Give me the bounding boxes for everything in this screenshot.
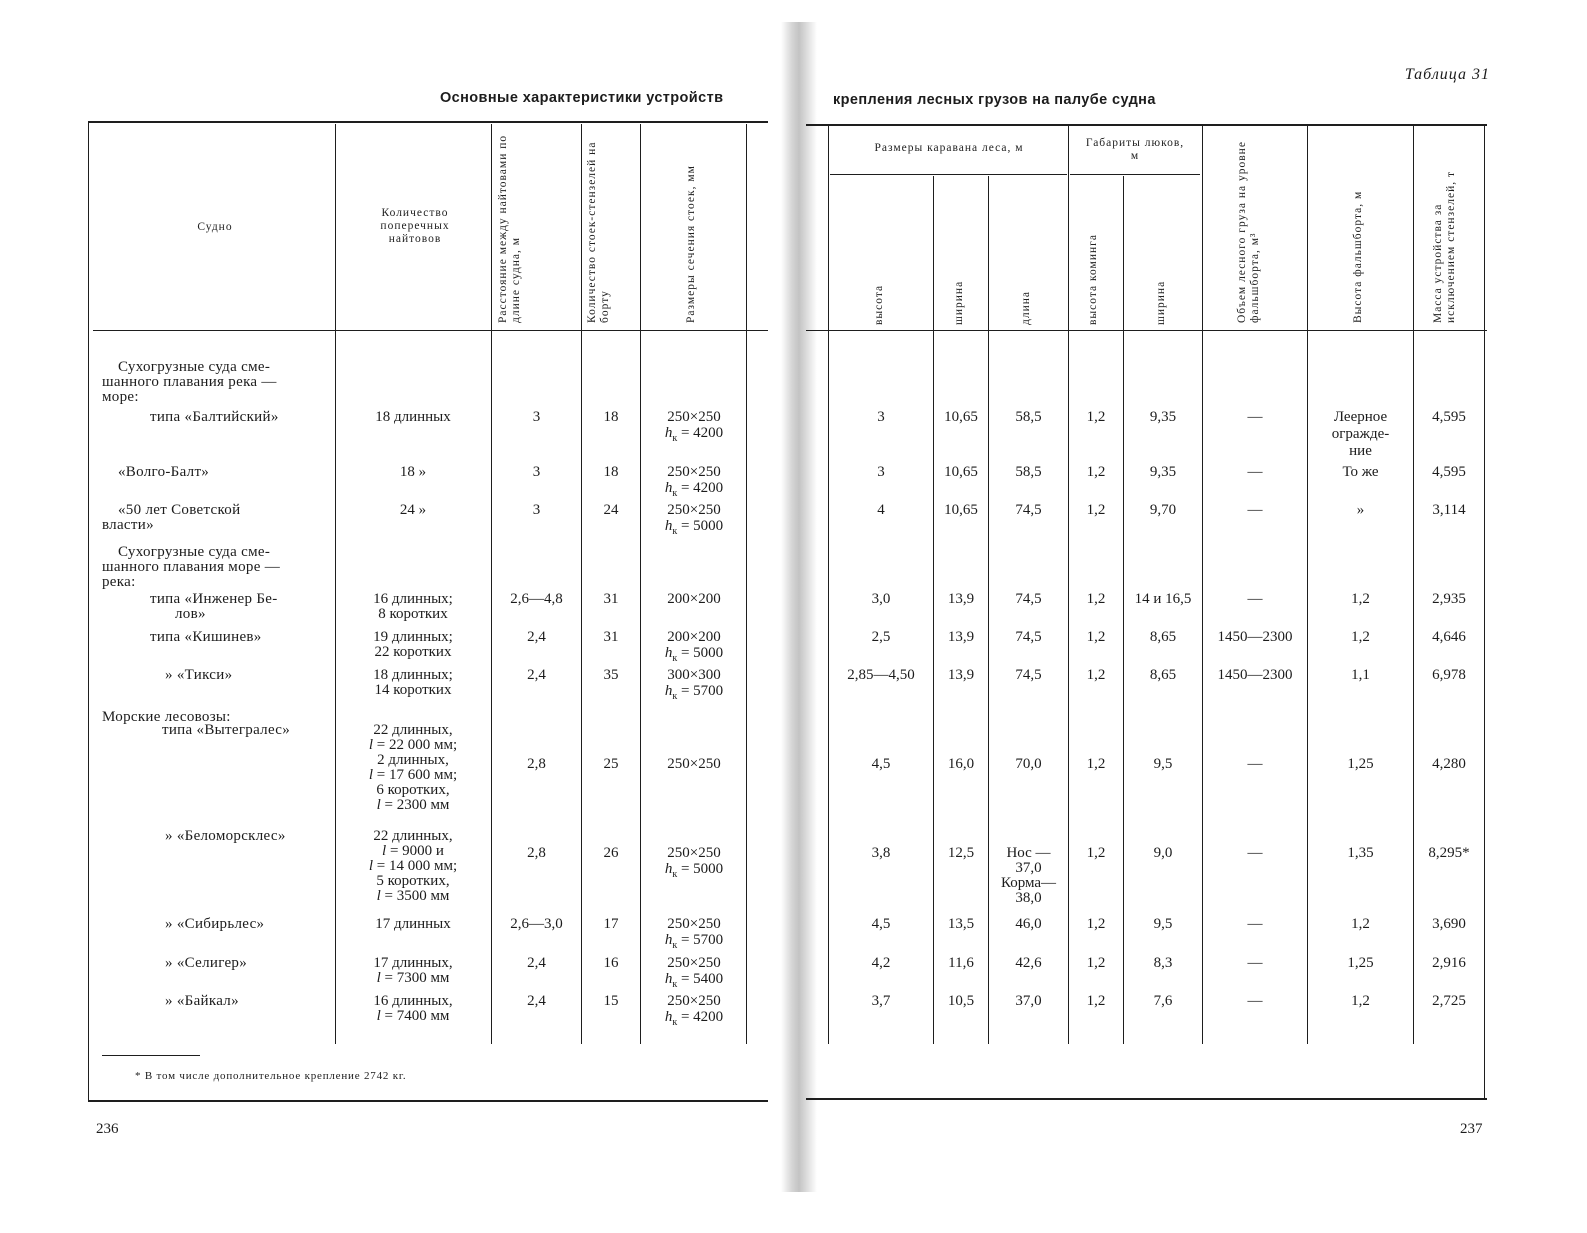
cargo-width-value: 13,5	[947, 916, 975, 932]
lashings-value: l = 22 000 мм;	[368, 737, 458, 753]
header-bottom-rule-left	[93, 330, 768, 331]
ship-name: типа «Балтийский»	[150, 409, 279, 425]
mass-value: 4,280	[1432, 756, 1466, 772]
col-header-cargo-group: Размеры каравана леса, м	[874, 142, 1024, 154]
stanchion-section-value: 250×250	[667, 993, 721, 1009]
group-heading: море:	[102, 389, 139, 405]
lashings-value: 18 длинных;	[373, 667, 453, 683]
col-header-mass: Масса устройства за исключением стензелей, т	[1432, 171, 1457, 323]
volume-value: 1450—2300	[1217, 629, 1293, 645]
stanchion-section-value: 250×250	[667, 756, 721, 772]
volume-value: —	[1247, 756, 1263, 772]
lashings-value: 5 коротких,	[376, 873, 450, 889]
mass-value: 3,690	[1432, 916, 1466, 932]
stanchion-section-value: $h_к = 4200$	[664, 1009, 724, 1028]
col-header-bulwark-height: Высота фальшборта, м	[1352, 190, 1364, 323]
table-bottom-rule-left	[88, 1100, 768, 1102]
header-bottom-rule-right	[806, 330, 1487, 331]
mass-value: 4,595	[1432, 464, 1466, 480]
cargo-length-value: 74,5	[1015, 629, 1042, 645]
stanchion-section-value: 250×250	[667, 845, 721, 861]
ship-name: типа «Инженер Бе-	[150, 591, 278, 607]
coaming-height-value: 1,2	[1086, 591, 1106, 607]
col-header-spacing: Расстояние между найтовами по длине судна, м	[497, 134, 522, 323]
col-header-volume: Объем лесного груза на уровне фальшборта, м³	[1236, 141, 1261, 323]
lashings-value: 19 длинных;	[373, 629, 453, 645]
hatch-width-value: 9,0	[1153, 845, 1173, 861]
bulwark-height-value: »	[1356, 502, 1365, 518]
cargo-width-value: 12,5	[947, 845, 975, 861]
ship-name: » «Байкал»	[165, 993, 239, 1009]
col-divider	[581, 124, 582, 1044]
cargo-length-value: Корма—	[1000, 875, 1057, 891]
coaming-height-value: 1,2	[1086, 667, 1106, 683]
stanchion-section-value: $h_к = 5400$	[664, 971, 724, 990]
cargo-length-value: 37,0	[1015, 860, 1042, 876]
stanchion-section-value: 250×250	[667, 955, 721, 971]
stanchion-section-value: 250×250	[667, 916, 721, 932]
col-divider	[1068, 124, 1069, 1044]
bulwark-height-value: огражде-	[1331, 426, 1390, 442]
cargo-length-value: 37,0	[1015, 993, 1042, 1009]
ship-name: типа «Кишинев»	[150, 629, 262, 645]
lashings-value: 18 длинных	[375, 409, 451, 425]
mass-value: 2,916	[1432, 955, 1466, 971]
stanchion-count-value: 26	[603, 845, 619, 861]
stanchion-count-value: 18	[603, 409, 619, 425]
ship-name: «50 лет Советской	[118, 502, 241, 518]
col-divider	[640, 124, 641, 1044]
hatch-width-value: 8,65	[1149, 629, 1177, 645]
stanchion-section-value: $h_к = 4200$	[664, 480, 724, 499]
col-header-cargo-length: длина	[1020, 290, 1032, 325]
stanchion-count-value: 25	[603, 756, 619, 772]
lashings-value: 16 длинных;	[373, 591, 453, 607]
spacing-value: 2,4	[527, 667, 546, 683]
bulwark-height-value: 1,1	[1351, 667, 1370, 683]
mass-value: 2,725	[1432, 993, 1466, 1009]
volume-value: —	[1247, 993, 1263, 1009]
stanchion-section-value: 200×200	[667, 629, 721, 645]
stanchion-section-value: $h_к = 5700$	[664, 932, 724, 951]
lashings-value: 18 »	[399, 464, 427, 480]
col-header-ship: Судно	[197, 221, 233, 233]
cargo-width-value: 13,9	[947, 591, 975, 607]
stanchion-count-value: 16	[603, 955, 619, 971]
bulwark-height-value: 1,35	[1347, 845, 1374, 861]
volume-value: —	[1247, 591, 1263, 607]
ship-name: лов»	[175, 606, 206, 622]
col-header-stanchion-section: Размеры сечения стоек, мм	[685, 165, 697, 323]
col-divider	[335, 124, 336, 1044]
group-heading: Сухогрузные суда сме-	[118, 544, 271, 560]
cargo-width-value: 16,0	[947, 756, 975, 772]
hatch-width-value: 9,70	[1149, 502, 1177, 518]
col-divider	[1307, 124, 1308, 1044]
spacing-value: 2,8	[527, 845, 546, 861]
cargo-length-value: 58,5	[1015, 464, 1042, 480]
cargo-length-value: 46,0	[1015, 916, 1042, 932]
bulwark-height-value: 1,2	[1351, 993, 1370, 1009]
cargo-width-value: 10,65	[944, 502, 978, 518]
mass-value: 4,595	[1432, 409, 1466, 425]
col-divider	[746, 124, 747, 1044]
cargo-width-value: 10,65	[944, 464, 978, 480]
bulwark-height-value: Леерное	[1333, 409, 1388, 425]
lashings-value: 22 коротких	[374, 644, 452, 660]
group-heading: река:	[102, 574, 136, 590]
stanchion-section-value: $h_к = 5700$	[664, 683, 724, 702]
coaming-height-value: 1,2	[1086, 916, 1106, 932]
col-divider	[1202, 124, 1203, 1044]
lashings-value: 2 длинных,	[377, 752, 449, 768]
spacing-value: 3	[532, 464, 541, 480]
hatch-width-value: 7,6	[1153, 993, 1173, 1009]
footnote-rule	[102, 1055, 200, 1056]
col-divider	[933, 176, 934, 1044]
bulwark-height-value: 1,2	[1351, 916, 1370, 932]
volume-value: —	[1247, 916, 1263, 932]
mass-value: 8,295*	[1428, 845, 1470, 861]
ship-name: власти»	[102, 517, 154, 533]
group-heading: Морские лесовозы:	[102, 709, 231, 725]
lashings-value: 22 длинных,	[373, 828, 453, 844]
stanchion-section-value: $h_к = 4200$	[664, 425, 724, 444]
mass-value: 2,935	[1432, 591, 1466, 607]
cargo-height-value: 2,85—4,50	[847, 667, 915, 683]
col-header-hatch-group: Габариты люков, м	[1085, 137, 1185, 162]
cargo-width-value: 13,9	[947, 629, 975, 645]
lashings-value: l = 7400 мм	[376, 1008, 450, 1024]
stanchion-section-value: 250×250	[667, 409, 721, 425]
stanchion-count-value: 15	[603, 993, 619, 1009]
cargo-height-value: 4	[877, 502, 885, 518]
lashings-value: 14 коротких	[374, 682, 452, 698]
bulwark-height-value: 1,25	[1347, 756, 1374, 772]
mass-value: 3,114	[1432, 502, 1466, 518]
page-number-left: 236	[96, 1121, 119, 1137]
spacing-value: 2,8	[527, 756, 546, 772]
lashings-value: 22 длинных,	[373, 722, 453, 738]
cargo-height-value: 3	[877, 464, 885, 480]
cargo-length-value: 74,5	[1015, 591, 1042, 607]
table-left-border	[88, 121, 89, 1100]
col-header-cargo-height: высота	[873, 284, 885, 325]
stanchion-section-value: $h_к = 5000$	[664, 861, 724, 880]
ship-name: » «Тикси»	[165, 667, 233, 683]
col-divider	[1413, 124, 1414, 1044]
ship-name: » «Селигер»	[165, 955, 248, 971]
cargo-length-value: 74,5	[1015, 502, 1042, 518]
cargo-length-value: 70,0	[1015, 756, 1042, 772]
spacing-value: 3	[532, 409, 541, 425]
col-header-hatch-width: ширина	[1155, 280, 1167, 325]
cargo-width-value: 10,65	[944, 409, 978, 425]
lashings-value: l = 9000 и	[382, 843, 444, 859]
coaming-height-value: 1,2	[1086, 845, 1106, 861]
table-bottom-rule-right	[806, 1098, 1487, 1100]
lashings-value: l = 2300 мм	[376, 797, 450, 813]
col-divider	[1123, 176, 1124, 1044]
volume-value: —	[1247, 955, 1263, 971]
bulwark-height-value: 1,2	[1351, 629, 1370, 645]
hatch-width-value: 9,35	[1149, 464, 1177, 480]
spacing-value: 2,6—4,8	[510, 591, 563, 607]
cargo-length-value: 38,0	[1015, 890, 1042, 906]
lashings-value: 6 коротких,	[376, 782, 450, 798]
bulwark-height-value: 1,2	[1351, 591, 1370, 607]
stanchion-section-value: 250×250	[667, 464, 721, 480]
lashings-value: 16 длинных,	[373, 993, 453, 1009]
volume-value: —	[1247, 464, 1263, 480]
table-title-right: крепления лесных грузов на палубе судна	[833, 92, 1156, 108]
group-heading: шанного плавания река —	[102, 374, 277, 390]
lashings-value: l = 14 000 мм;	[368, 858, 458, 874]
spacing-value: 3	[532, 502, 541, 518]
volume-value: 1450—2300	[1217, 667, 1293, 683]
col-header-coaming-height: высота коминга	[1087, 234, 1099, 325]
lashings-value: 24 »	[399, 502, 427, 518]
ship-name: «Волго-Балт»	[118, 464, 210, 480]
stanchion-count-value: 35	[603, 667, 619, 683]
col-divider	[491, 124, 492, 1044]
cargo-group-rule	[830, 174, 1067, 175]
coaming-height-value: 1,2	[1086, 756, 1106, 772]
stanchion-count-value: 18	[603, 464, 619, 480]
stanchion-section-value: $h_к = 5000$	[664, 518, 724, 537]
hatch-width-value: 9,5	[1153, 756, 1173, 772]
cargo-height-value: 4,5	[871, 756, 891, 772]
footnote: * В том числе дополнительное крепление 2742 кг.	[135, 1070, 407, 1082]
stanchion-section-value: 250×250	[667, 502, 721, 518]
spacing-value: 2,6—3,0	[510, 916, 563, 932]
table-top-rule-right	[806, 124, 1487, 126]
table-top-rule-left	[88, 121, 768, 123]
cargo-height-value: 3,8	[871, 845, 891, 861]
lashings-value: 8 коротких	[378, 606, 448, 622]
coaming-height-value: 1,2	[1086, 993, 1106, 1009]
hatch-width-value: 9,35	[1149, 409, 1177, 425]
cargo-height-value: 3,7	[871, 993, 891, 1009]
stanchion-count-value: 31	[603, 591, 619, 607]
cargo-height-value: 4,5	[871, 916, 891, 932]
hatch-group-rule	[1070, 174, 1200, 175]
group-heading: шанного плавания море —	[102, 559, 281, 575]
lashings-value: 17 длинных	[375, 916, 451, 932]
ship-name: » «Беломорсклес»	[165, 828, 286, 844]
group-heading: Сухогрузные суда сме-	[118, 359, 271, 375]
cargo-length-value: 58,5	[1015, 409, 1042, 425]
hatch-width-value: 8,65	[1149, 667, 1177, 683]
table-title-left: Основные характеристики устройств	[440, 90, 724, 106]
volume-value: —	[1247, 409, 1263, 425]
coaming-height-value: 1,2	[1086, 409, 1106, 425]
cargo-height-value: 2,5	[871, 629, 891, 645]
cargo-height-value: 3,0	[871, 591, 891, 607]
mass-value: 4,646	[1432, 629, 1466, 645]
lashings-value: l = 3500 мм	[376, 888, 450, 904]
coaming-height-value: 1,2	[1086, 502, 1106, 518]
col-header-cargo-width: ширина	[953, 280, 965, 325]
col-divider	[988, 176, 989, 1044]
lashings-value: l = 17 600 мм;	[368, 767, 458, 783]
cargo-width-value: 13,9	[947, 667, 975, 683]
spacing-value: 2,4	[527, 629, 546, 645]
cargo-length-value: Нос —	[1006, 845, 1051, 861]
table-number: Таблица 31	[1404, 66, 1490, 83]
page-number-right: 237	[1460, 1121, 1483, 1137]
hatch-width-value: 14 и 16,5	[1134, 591, 1192, 607]
ship-name: типа «Вытегралес»	[162, 722, 291, 738]
volume-value: —	[1247, 845, 1263, 861]
cargo-width-value: 10,5	[947, 993, 975, 1009]
spacing-value: 2,4	[527, 955, 546, 971]
stanchion-count-value: 17	[603, 916, 619, 932]
coaming-height-value: 1,2	[1086, 955, 1106, 971]
book-gutter	[781, 22, 817, 1192]
stanchion-count-value: 31	[603, 629, 619, 645]
cargo-height-value: 4,2	[871, 955, 891, 971]
coaming-height-value: 1,2	[1086, 629, 1106, 645]
bulwark-height-value: То же	[1342, 464, 1379, 480]
cargo-length-value: 74,5	[1015, 667, 1042, 683]
spacing-value: 2,4	[527, 993, 546, 1009]
bulwark-height-value: 1,25	[1347, 955, 1374, 971]
mass-value: 6,978	[1432, 667, 1466, 683]
ship-name: » «Сибирьлес»	[165, 916, 265, 932]
hatch-width-value: 8,3	[1153, 955, 1173, 971]
cargo-length-value: 42,6	[1015, 955, 1042, 971]
lashings-value: l = 7300 мм	[376, 970, 450, 986]
bulwark-height-value: ние	[1349, 443, 1372, 459]
col-header-lashings: Количество поперечных найтовов	[380, 207, 450, 245]
volume-value: —	[1247, 502, 1263, 518]
cargo-height-value: 3	[877, 409, 885, 425]
coaming-height-value: 1,2	[1086, 464, 1106, 480]
table-right-border	[1484, 124, 1485, 1098]
cargo-width-value: 11,6	[948, 955, 974, 971]
stanchion-section-value: $h_к = 5000$	[664, 645, 724, 664]
lashings-value: 17 длинных,	[373, 955, 453, 971]
col-divider	[828, 124, 829, 1044]
col-header-stanchion-count: Количество стоек-стензелей на борту	[586, 141, 611, 323]
stanchion-count-value: 24	[603, 502, 619, 518]
hatch-width-value: 9,5	[1153, 916, 1173, 932]
stanchion-section-value: 200×200	[667, 591, 721, 607]
stanchion-section-value: 300×300	[667, 667, 721, 683]
